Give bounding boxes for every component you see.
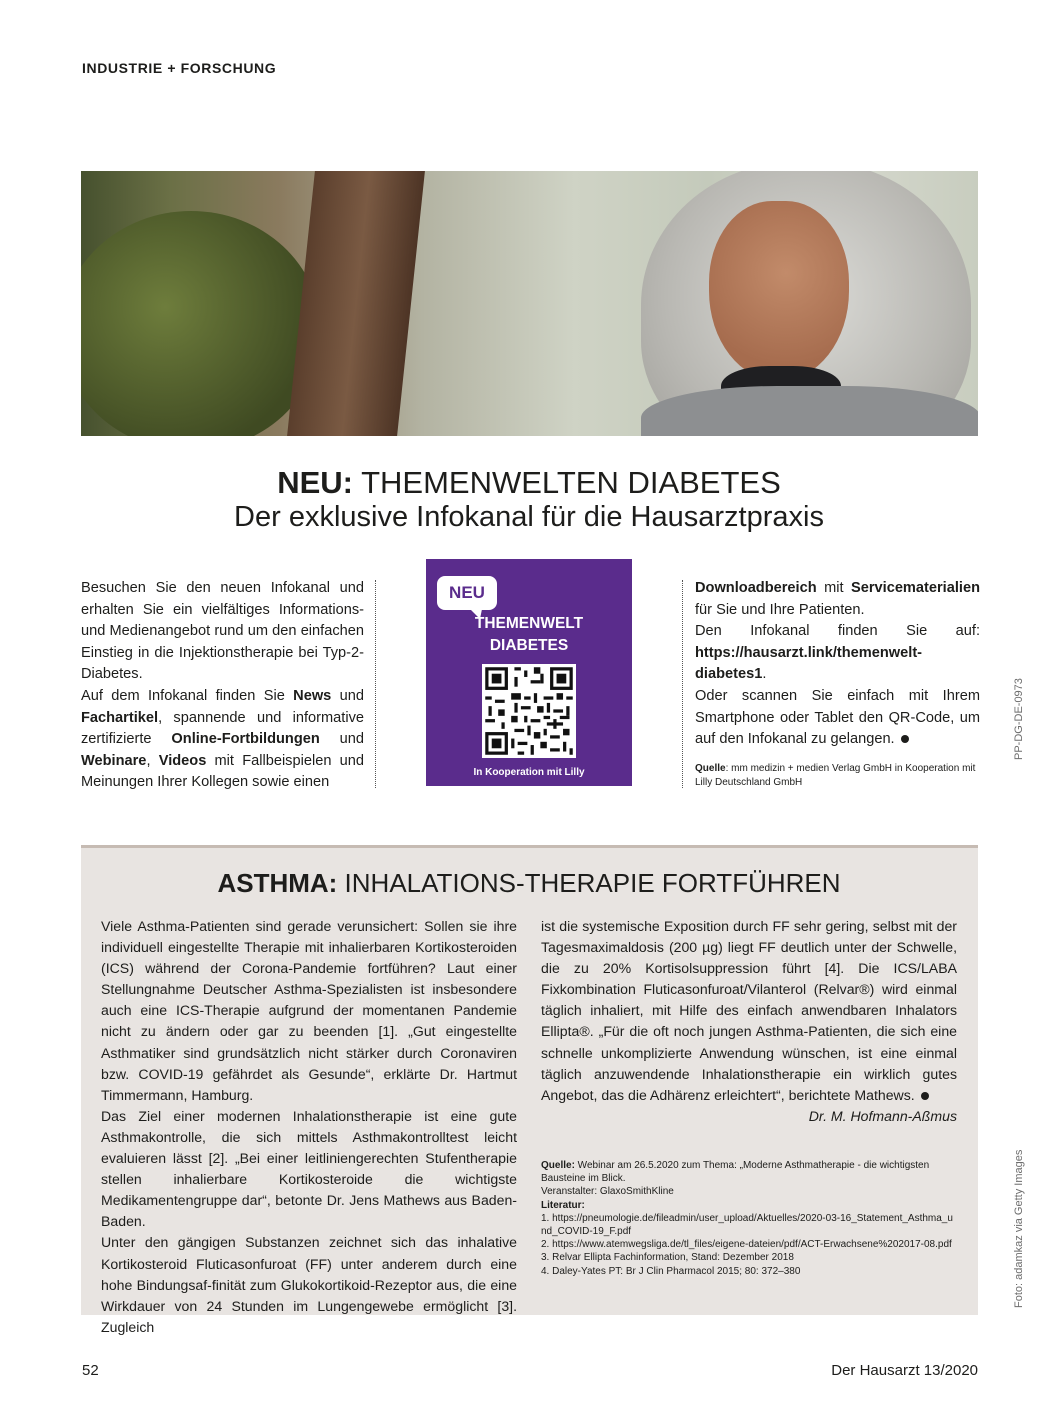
intro-paragraph-5 [695,686,980,751]
text-run: , [146,752,159,769]
text-bold-news: News [293,687,332,704]
headline-bold: NEU: [277,465,354,500]
intro-paragraph-3 [695,578,980,621]
promo-badge: NEU [437,576,497,610]
text-run: mit Fallbeispielen und Meinungen Ihrer Kollegen sowie einen [81,752,364,791]
author-signature: Dr. M. Hofmann-Aßmus [808,1107,957,1124]
reference-item: 4. Daley-Yates PT: Br J Clin Pharmacol 2015; 80: 372–380 [541,1265,801,1277]
source-text: : mm medizin + medien Verlag GmbH in Kooperation mit Lilly Deutschland GmbH [695,763,976,788]
intro-paragraph-4 [695,621,980,686]
promo-line-2: DIABETES [489,637,569,654]
promo-tile[interactable] [426,559,632,786]
section-label: INDUSTRIE + FORSCHUNG [82,60,277,76]
asthma-column-left [101,916,517,1338]
photo-tree-trunk [287,171,425,436]
promo-line-1: THEMENWELT [474,615,584,632]
asthma-title [0,868,1058,899]
intro-column-3 [695,578,980,751]
source-label: Quelle: [541,1160,575,1171]
source-label: Quelle [695,763,726,774]
text-bold-servicematerialien: Servicematerialien [851,580,980,596]
text-run: . [762,666,767,683]
text-run: für Sie und Ihre Patienten. [695,601,865,618]
text-run: Den Infokanal finden Sie auf: [695,623,980,640]
asthma-references [541,1159,957,1278]
text-bold-fachartikel: Fachartikel [81,709,159,726]
source-text: Webinar am 26.5.2020 zum Thema: „Moderne Asthmatherapie - die wichtigsten Bausteine im Blick. [541,1160,930,1185]
literature-label-text: Literatur: [541,1199,585,1211]
asthma-title-rest: INHALATIONS-THERAPIE FORTFÜHREN [337,868,841,898]
asthma-title-bold: ASTHMA: [217,868,338,898]
end-mark-icon [921,1092,929,1100]
text-bold-online: Online-Fortbildungen [171,731,320,748]
intro-paragraph-1: Besuchen Sie den neuen Infokanal und erhalten Sie ein vielfältiges Informations- und Medienangebot rund um den einfachen Einstieg in die Injektionstherapie bei Typ-2-Diabetes. [81,580,364,683]
photo-credit-text: Foto: adamkaz via Getty Images [1013,1149,1025,1308]
text-bold-webinare: Webinare [81,752,147,769]
text-bold-videos: Videos [158,752,207,769]
issue-label: Der Hausarzt 13/2020 [831,1362,978,1379]
asthma-paragraph [541,916,957,1106]
text-run: und [319,731,364,748]
text-run: und [331,687,365,704]
headline-rest: THEMENWELTEN DIABETES [353,465,781,500]
side-code-text: PP-DG-DE-0973 [1013,678,1025,760]
infokanal-link[interactable]: https://hausarzt.link/themenwelt-diabetes1 [695,644,923,683]
asthma-paragraph: Unter den gängigen Substanzen zeichnet sich das inhalative Kortikosteroid Fluticasonfuroat (FF) unter anderem durch eine hohe Bindungsaf-finität zum Glukokortikoid-Rezeptor aus, die eine Wirkdauer von 24 Stunden im Lungengewebe ermöglicht [3]. Zugleich [101,1234,517,1335]
asthma-paragraph: Viele Asthma-Patienten sind gerade verunsichert: Sollen sie ihre individuell eingestellte Therapie mit inhalierbaren Kortikosteroiden (ICS) während der Corona-Pandemie fortführen? Laut einer Stellungnahme Deutscher Asthma-Spezialisten ist insbesondere auch eine ICS-Therapie aufgrund der momentanen Pandemie nicht zu ändern oder gar zu beenden [1]. „Gut eingestellte Asthmatiker sind grundsätzlich nicht stärker durch Coronaviren bzw. COVID-19 gefährdet als Gesunde“, erklärte Dr. Hartmut Timmermann, Hamburg. [101,918,517,1103]
asthma-paragraph: Das Ziel einer modernen Inhalationstherapie ist eine gute Asthmakontrolle, die sich mittels Asthmakontrolltest leicht evaluieren lässt [2]. „Bei einer leitliniengerechten Stufentherapie stellen inhalierbare Kortikosteroide die wichtigste Medikamentengruppe dar“, betonte Dr. Jens Mathews aus Baden-Baden. [101,1107,517,1230]
reference-item[interactable]: 1. https://pneumologie.de/fileadmin/user_upload/Aktuelles/2020-03-16_Statement_Asthma_und_COVID-19_F.pdf [541,1212,953,1238]
column-divider [375,580,376,788]
asthma-column-right [541,916,957,1127]
hero-photo [81,171,978,436]
column-divider [682,580,683,788]
photo-bush [81,211,321,436]
intro-column-1 [81,578,364,794]
qr-code-icon[interactable] [482,664,576,758]
organizer: Veranstalter: GlaxoSmithKline [541,1186,674,1198]
promo-cooperation: In Kooperation mit Lilly [473,767,585,778]
photo-sweater [641,386,978,436]
headline-subline: Der exklusive Infokanal für die Hausarztpraxis [234,501,824,533]
intro-paragraph-2 [81,686,364,794]
reference-item: 3. Relvar Ellipta Fachinformation, Stand: Dezember 2018 [541,1252,794,1264]
text-run: ist die systemische Exposition durch FF sehr gering, selbst mit der Tagesmaximaldosis (200 µg) liegt FF deutlich unter der Schwelle, die zu 20% Kortisolsuppression führt [4]. Die ICS/LABA Fixkombination Fluticasonfuroat/Vilanterol (Relvar®) wird einmal täglich inhaliert, mit Hilfe des einfach anwendbaren Inhalators Ellipta®. „Für die oft noch jungen Asthma-Patienten, die sich eine schnelle unkomplizierte Anwendung wünschen, ist eine einmal täglich anzuwendende Inhalationstherapie ein wirklich gutes Angebot, das die Adhärenz erleichtert“, berichtete Mathews. [541,918,957,1103]
text-run: mit [816,580,851,596]
asthma-source [541,1159,957,1185]
reference-item[interactable]: 2. https://www.atemwegsliga.de/tl_files/eigene-dateien/pdf/ACT-Erwachsene%202017-08.pdf [541,1239,952,1251]
text-bold-downloadbereich: Downloadbereich [695,580,817,596]
literature-label [541,1199,957,1212]
text-run: , spannende und informative zertifizierte [81,709,364,748]
side-code [1013,678,1027,760]
photo-credit [1013,1128,1027,1308]
page-number: 52 [82,1362,99,1379]
headline [0,465,1058,501]
end-mark-icon [901,735,909,743]
photo-face [709,201,849,381]
text-run: Oder scannen Sie einfach mit Ihrem Smartphone oder Tablet den QR-Code, um auf den Infokanal zu gelangen. [695,687,980,748]
promo-source [695,762,980,790]
text-run: Auf dem Infokanal finden Sie [81,687,294,704]
qr-code-graphic [482,664,576,758]
